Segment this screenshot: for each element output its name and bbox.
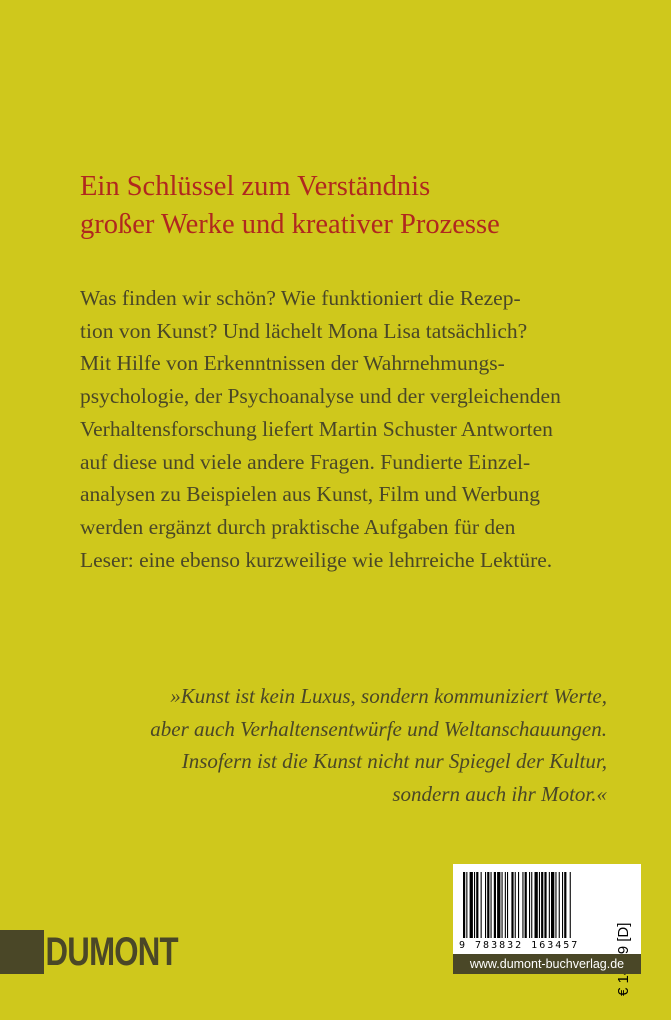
- headline: [80, 168, 640, 244]
- blurb-line: auf diese und viele andere Fragen. Fundierte Einzel-: [80, 449, 531, 474]
- blurb-line: Leser: eine ebenso kurzweilige wie lehrreiche Lektüre.: [80, 547, 553, 572]
- quote-line: sondern auch ihr Motor.«: [392, 781, 607, 806]
- headline-line: Ein Schlüssel zum Verständnis: [80, 171, 431, 202]
- publisher-logo: [0, 930, 216, 974]
- logo-text: DUMONT: [45, 930, 178, 974]
- logo-bar: [0, 930, 44, 974]
- blurb-line: werden ergänzt durch praktische Aufgaben für den: [80, 514, 516, 539]
- blurb-line: Mit Hilfe von Erkenntnissen der Wahrnehmungs-: [80, 351, 505, 376]
- quote-line: Insofern ist die Kunst nicht nur Spiegel der Kultur,: [181, 749, 607, 773]
- isbn-digits: 9 783832 163457: [459, 940, 580, 951]
- headline-line: großer Werke und kreativer Prozesse: [80, 209, 500, 240]
- quote-line: aber auch Verhaltensentwürfe und Weltanschauungen.: [150, 716, 607, 741]
- blurb-line: Verhaltensforschung liefert Martin Schuster Antworten: [80, 416, 553, 441]
- publisher-url: www.dumont-buchverlag.de: [453, 954, 641, 974]
- barcode: [463, 872, 609, 938]
- quote-line: »Kunst ist kein Luxus, sondern kommuniziert Werte,: [170, 684, 607, 708]
- blurb-line: psychologie, der Psychoanalyse und der vergleichenden: [80, 384, 561, 409]
- blurb: [80, 282, 640, 576]
- barcode-panel: [453, 864, 641, 954]
- blurb-line: analysen zu Beispielen aus Kunst, Film und Werbung: [80, 482, 541, 507]
- blurb-line: Was finden wir schön? Wie funktioniert die Rezep-: [80, 286, 521, 310]
- pull-quote: [47, 680, 607, 810]
- blurb-line: tion von Kunst? Und lächelt Mona Lisa tatsächlich?: [80, 318, 528, 343]
